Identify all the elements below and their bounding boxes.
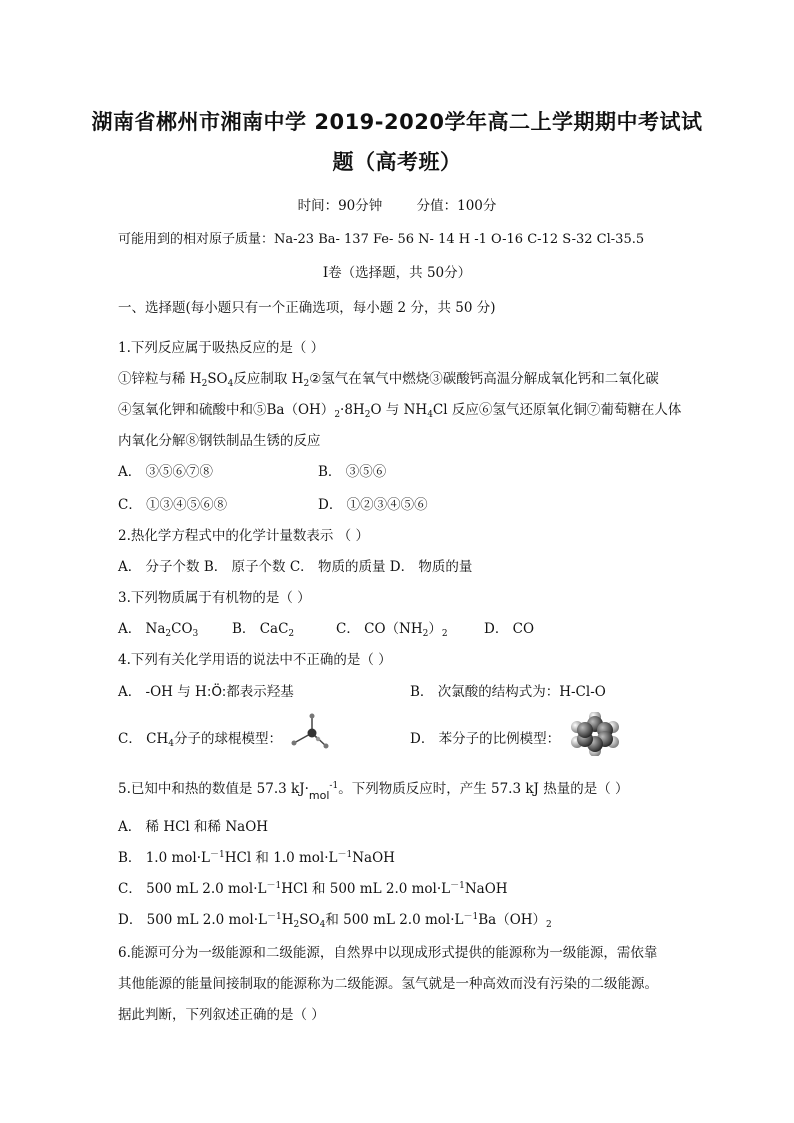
q1-line-b xyxy=(118,398,681,418)
q3-option-d: D． CO xyxy=(484,621,535,637)
text: C． CO（NH xyxy=(336,621,423,637)
q5-option-a: A． 稀 HCl 和稀 NaOH xyxy=(118,819,269,835)
text: A． -OH 与 H xyxy=(118,684,207,700)
q5-option-b xyxy=(118,846,395,866)
text: 反应制取 H xyxy=(233,371,304,387)
text: A． Na xyxy=(118,621,166,637)
q4-option-a xyxy=(118,680,294,700)
text: Cl 反应⑥氢气还原氧化铜⑦葡萄糖在人体 xyxy=(432,402,682,418)
text: 。下列物质反应时，产生 57.3 kJ 热量的是（ ） xyxy=(338,781,629,797)
q2-options: A． 分子个数 B． 原子个数 C． 物质的质量 D． 物质的量 xyxy=(118,559,473,575)
q1-line-a xyxy=(118,367,659,387)
sup: －1 xyxy=(209,850,225,860)
text: B． 1.0 mol·L xyxy=(118,850,210,866)
exam-title-line1: 湖南省郴州市湘南中学 2019-2020学年高二上学期期中考试试 xyxy=(91,110,703,134)
q3-option-b xyxy=(232,617,294,637)
q1-line-c: 内氧化分解⑧钢铁制品生锈的反应 xyxy=(118,433,321,449)
time-label: 时间：90分钟 xyxy=(297,198,383,214)
score-label: 分值：100分 xyxy=(416,198,497,214)
sub: 2 xyxy=(201,379,208,389)
sub: 3 xyxy=(192,629,199,639)
text: ④氢氧化钾和硫酸中和⑤Ba（OH） xyxy=(118,402,335,418)
q5-stem xyxy=(118,777,629,802)
q5-option-c xyxy=(118,877,508,897)
text: 和 500 mL 2.0 mol·L xyxy=(325,912,464,928)
q3-option-a xyxy=(118,617,198,637)
q6-line1: 6.能源可分为一级能源和二级能源，自然界中以现成形式提供的能源称为一级能源，需依靠 xyxy=(118,945,658,961)
sup: －1 xyxy=(267,912,282,922)
q1-option-c: C． ①③④⑤⑥⑧ xyxy=(118,497,228,513)
sub: 2 xyxy=(288,629,295,639)
q3-option-c xyxy=(336,617,448,637)
q4-option-b: B． 次氯酸的结构式为：H-Cl-O xyxy=(410,684,606,700)
q2-stem: 2.热化学方程式中的化学计量数表示 （ ） xyxy=(118,528,369,544)
text: H xyxy=(281,912,294,928)
q3-stem: 3.下列物质属于有机物的是（ ） xyxy=(118,590,311,606)
q4-stem: 4.下列有关化学用语的说法中不正确的是（ ） xyxy=(118,652,392,668)
text: 5.已知中和热的数值是 57.3 kJ· xyxy=(118,781,309,797)
q4-option-c xyxy=(118,727,282,747)
text: HCl 和 500 mL 2.0 mol·L xyxy=(281,881,451,897)
sub: 4 xyxy=(168,739,174,749)
sub: 4 xyxy=(427,410,433,420)
text: SO xyxy=(299,912,320,928)
sup: －1 xyxy=(450,881,465,891)
volume-heading: Ⅰ卷（选择题，共 50分） xyxy=(322,265,472,281)
unit: mol xyxy=(308,789,330,802)
q5-option-d xyxy=(118,908,552,928)
sub: 2 xyxy=(441,629,448,639)
q1-option-d: D． ①②③④⑤⑥ xyxy=(318,497,428,513)
q6-line2: 其他能源的能量间接制取的能源称为二级能源。氢气就是一种高效而没有污染的二级能源。 xyxy=(118,976,658,992)
text: ①锌粒与稀 H xyxy=(118,371,202,387)
sub: 2 xyxy=(303,379,310,389)
exam-time-score xyxy=(0,194,794,214)
hydroxyl-electron-formula: :Ö: xyxy=(206,684,227,700)
text: ②氢气在氧气中燃烧③碳酸钙高温分解成氧化钙和二氧化碳 xyxy=(309,371,659,387)
text: D． 500 mL 2.0 mol·L xyxy=(118,912,267,928)
sub: 4 xyxy=(319,920,326,930)
text: CO xyxy=(171,621,193,637)
text: SO xyxy=(207,371,228,387)
q4-option-d: D． 苯分子的比例模型： xyxy=(410,731,561,747)
benzene-space-filling-model-icon xyxy=(570,712,620,756)
text: B． CaC xyxy=(232,621,289,637)
text: NaOH xyxy=(352,850,395,866)
sup: －1 xyxy=(337,850,353,860)
q1-option-b: B． ③⑤⑥ xyxy=(318,464,387,480)
section-heading: 一、选择题(每小题只有一个正确选项，每小题 2 分，共 50 分) xyxy=(118,300,496,316)
text: NaOH xyxy=(464,881,508,897)
sup: -1 xyxy=(329,781,339,791)
text: O 与 NH xyxy=(370,402,428,418)
text: C． CH xyxy=(118,731,169,747)
sub: 2 xyxy=(364,410,371,420)
text: ·8H xyxy=(340,402,365,418)
text: C． 500 mL 2.0 mol·L xyxy=(118,881,267,897)
exam-title-line2: 题（高考班） xyxy=(332,150,462,174)
sub: 2 xyxy=(334,410,341,420)
sup: －1 xyxy=(266,881,282,891)
sub: 2 xyxy=(293,920,300,930)
q1-stem: 1.下列反应属于吸热反应的是（ ） xyxy=(118,340,325,356)
sub: 2 xyxy=(546,920,552,930)
sub: 2 xyxy=(165,629,172,639)
text: ） xyxy=(428,621,442,637)
sub: 2 xyxy=(422,629,429,639)
text: HCl 和 1.0 mol·L xyxy=(224,850,338,866)
q1-option-a: A． ③⑤⑥⑦⑧ xyxy=(118,464,214,480)
text: Ba（OH） xyxy=(478,912,547,928)
ch4-ball-stick-model-icon xyxy=(288,712,332,752)
sub: 4 xyxy=(227,379,234,389)
atomic-masses: 可能用到的相对原子质量：Na-23 Ba- 137 Fe- 56 N- 14 H -1 O-16 C-12 S-32 Cl-35.5 xyxy=(118,232,645,247)
sup: －1 xyxy=(463,912,479,922)
text: 都表示羟基 xyxy=(226,684,294,700)
text: 分子的球棍模型： xyxy=(173,731,282,747)
q6-line3: 据此判断，下列叙述正确的是（ ） xyxy=(118,1007,325,1023)
